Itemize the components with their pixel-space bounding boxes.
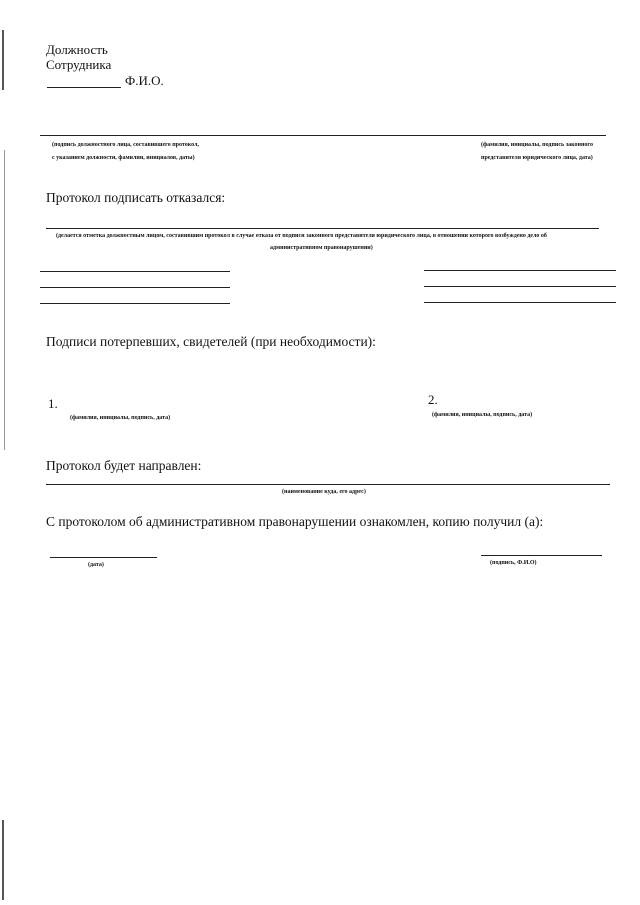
acknowledgement-heading: С протоколом об административном правонарушении ознакомлен, копию получил (а): [46, 514, 544, 529]
scan-edge-mark [2, 30, 4, 90]
scan-edge-mark [4, 150, 5, 450]
witness-2-number: 2. [428, 392, 438, 407]
blank-line [424, 286, 616, 287]
blank-line [40, 287, 230, 288]
date-caption: (дата) [88, 562, 104, 568]
blank-line [40, 271, 230, 272]
acknowledgement-signature-line [481, 555, 602, 556]
fio-label: Ф.И.О. [125, 73, 164, 88]
sent-address-line [46, 484, 610, 485]
date-line [50, 557, 157, 558]
fio-signature-line [47, 87, 121, 88]
scan-edge-mark [2, 820, 4, 900]
official-signature-line [40, 135, 606, 136]
refusal-note-line [46, 228, 599, 229]
witness-1-number: 1. [48, 396, 58, 411]
official-caption-line2: с указанием должности, фамилии, инициалов, даты) [52, 155, 195, 161]
blank-line [40, 303, 230, 304]
signature-caption: (подпись, Ф.И.О) [490, 560, 537, 566]
blank-line [424, 270, 616, 271]
employee-label: Сотрудника [46, 57, 112, 72]
refusal-caption-line2: административном правонарушении) [270, 245, 373, 251]
refusal-caption-line1: (делается отметка должностным лицом, составившим протокол в случае отказа от подписи законного представителя юридического лица, в отношении которого возбуждено дело об [56, 233, 547, 239]
blank-line [424, 302, 616, 303]
witness-1-caption: (фамилия, инициалы, подпись, дата) [70, 415, 171, 421]
official-caption-line1: (подпись должностного лица, составившего протокол, [52, 142, 199, 148]
position-label: Должность [46, 42, 108, 57]
representative-caption-line1: (фамилия, инициалы, подпись законного [481, 142, 593, 148]
witnesses-heading: Подписи потерпевших, свидетелей (при необходимости): [46, 334, 376, 349]
representative-caption-line2: представителя юридического лица, дата) [481, 155, 593, 161]
witness-2-caption: (фамилия, инициалы, подпись, дата) [432, 412, 533, 418]
sent-caption: (наименование куда, его адрес) [282, 489, 366, 495]
sent-heading: Протокол будет направлен: [46, 458, 202, 473]
refusal-heading: Протокол подписать отказался: [46, 190, 226, 205]
